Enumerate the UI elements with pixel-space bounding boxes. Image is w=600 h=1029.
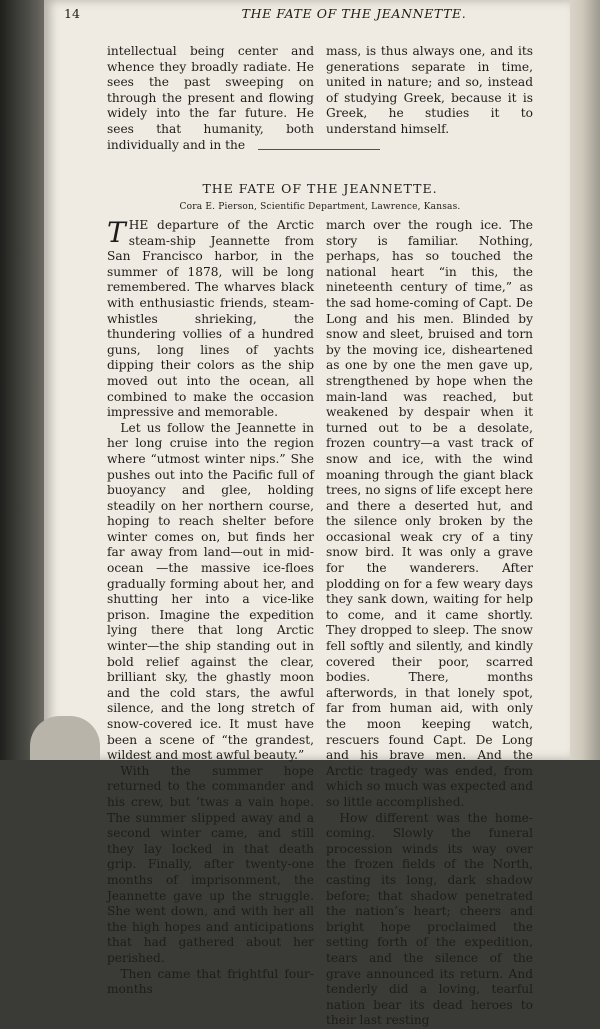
- previous-article-right-text: mass, is thus always one, and its generations separate in time, united in nature; and so, instead of studying Greek, because it is Greek, he studies it to understand himself.: [326, 44, 533, 136]
- page-header: [64, 6, 564, 24]
- previous-article-right-column: [326, 44, 533, 138]
- article-paragraph: [107, 218, 314, 421]
- article-right-column: [326, 218, 533, 1029]
- section-divider: [258, 149, 380, 150]
- article-left-column: [107, 218, 314, 998]
- running-head: THE FATE OF THE JEANNETTE.: [241, 6, 467, 21]
- article-paragraph: march over the rough ice. The story is familiar. Nothing, perhaps, has so touched the national heart “in this, the nineteenth century of time,” as the sad home-coming of Capt. De Long and his men. Blinded by snow and sleet, bruised and torn by the moving ice, disheartened as one by one the men gave up, strengthened by hope when the main-land was reached, but weakened by despair when it turned out to be a desolate, frozen country—a vast track of snow and ice, with the wind moaning through the giant black trees, no signs of life except here and there a deserted hut, and the silence only broken by the occasional weak cry of a tiny snow bird. It was only a grave for the wanderers. After plodding on for a few weary days they sank down, waiting for help to come, and it came shortly. They dropped to sleep. The snow fell softly and silently, and kindly covered their poor, scarred bodies. There, months afterwords, in that lonely spot, far from human aid, with only the moon keeping watch, rescuers found Capt. De Long and his brave men. And the Arctic tragedy was ended, from which so much was expected and so little accomplished.: [326, 218, 533, 809]
- drop-cap: T: [107, 216, 126, 249]
- article-paragraph: How different was the home-coming. Slowly the funeral procession winds its way over the frozen fields of the North, casting its long, dark shadow before; that shadow penetrated the nation’s heart; cheers and bright hope proclaimed the setting forth of the expedition, tears and the silence of the grave announced its return. And tenderly did a loving, tearful nation bear its dead heroes to their last resting: [326, 810, 533, 1028]
- article-paragraph-text: HE departure of the Arctic steam-ship Jeannette from San Francisco harbor, in the summer of 1878, will be long remembered. The wharves black with enthusiastic friends, steam-whistles shrieking, the thundering vollies of a hundred guns, long lines of yachts dipping their colors as the ship moved out into the ocean, all combined to make the occasion impressive and memorable.: [107, 218, 314, 420]
- book-binding: [0, 0, 44, 760]
- page-stack-edge: [570, 0, 600, 760]
- article-paragraph: With the summer hope returned to the commander and his crew, but ’twas a vain hope. The summer slipped away and a second winter came, and still they lay locked in that death grip. Finally, after twenty-one months of imprisonment, the Jeannette gave up the struggle. She went down, and with her all the high hopes and anticipations that had gathered about her perished.: [107, 763, 314, 965]
- page-number: 14: [64, 6, 80, 21]
- article-paragraph: Let us follow the Jeannette in her long cruise into the region where “utmost winter nips.” She pushes out into the Pacific full of buoyancy and glee, holding steadily on her northern course, hoping to reach shelter before winter comes on, but finds her far away from land—out in mid-ocean —the massive ice-floes gradually forming about her, and shutting her into a vice-like prison. Imagine the expedition lying there that long Arctic winter—the ship standing out in bold relief against the clear, brilliant sky, the ghastly moon and the cold stars, the awful silence, and the long stretch of snow-covered ice. It must have been a scene of “the grandest, wildest and most awful beauty.”: [107, 420, 314, 763]
- article-title: THE FATE OF THE JEANNETTE.: [202, 181, 438, 196]
- article-paragraph: Then came that frightful four-months: [107, 966, 314, 997]
- previous-article-left-text: intellectual being center and whence they broadly radiate. He sees the past sweeping on through the present and flowing widely into the far future. He sees that humanity, both individually and in the: [107, 44, 314, 152]
- previous-article-left-column: [107, 44, 314, 153]
- holding-thumb: [30, 716, 100, 760]
- article-byline: Cora E. Pierson, Scientific Department, Lawrence, Kansas.: [179, 202, 461, 212]
